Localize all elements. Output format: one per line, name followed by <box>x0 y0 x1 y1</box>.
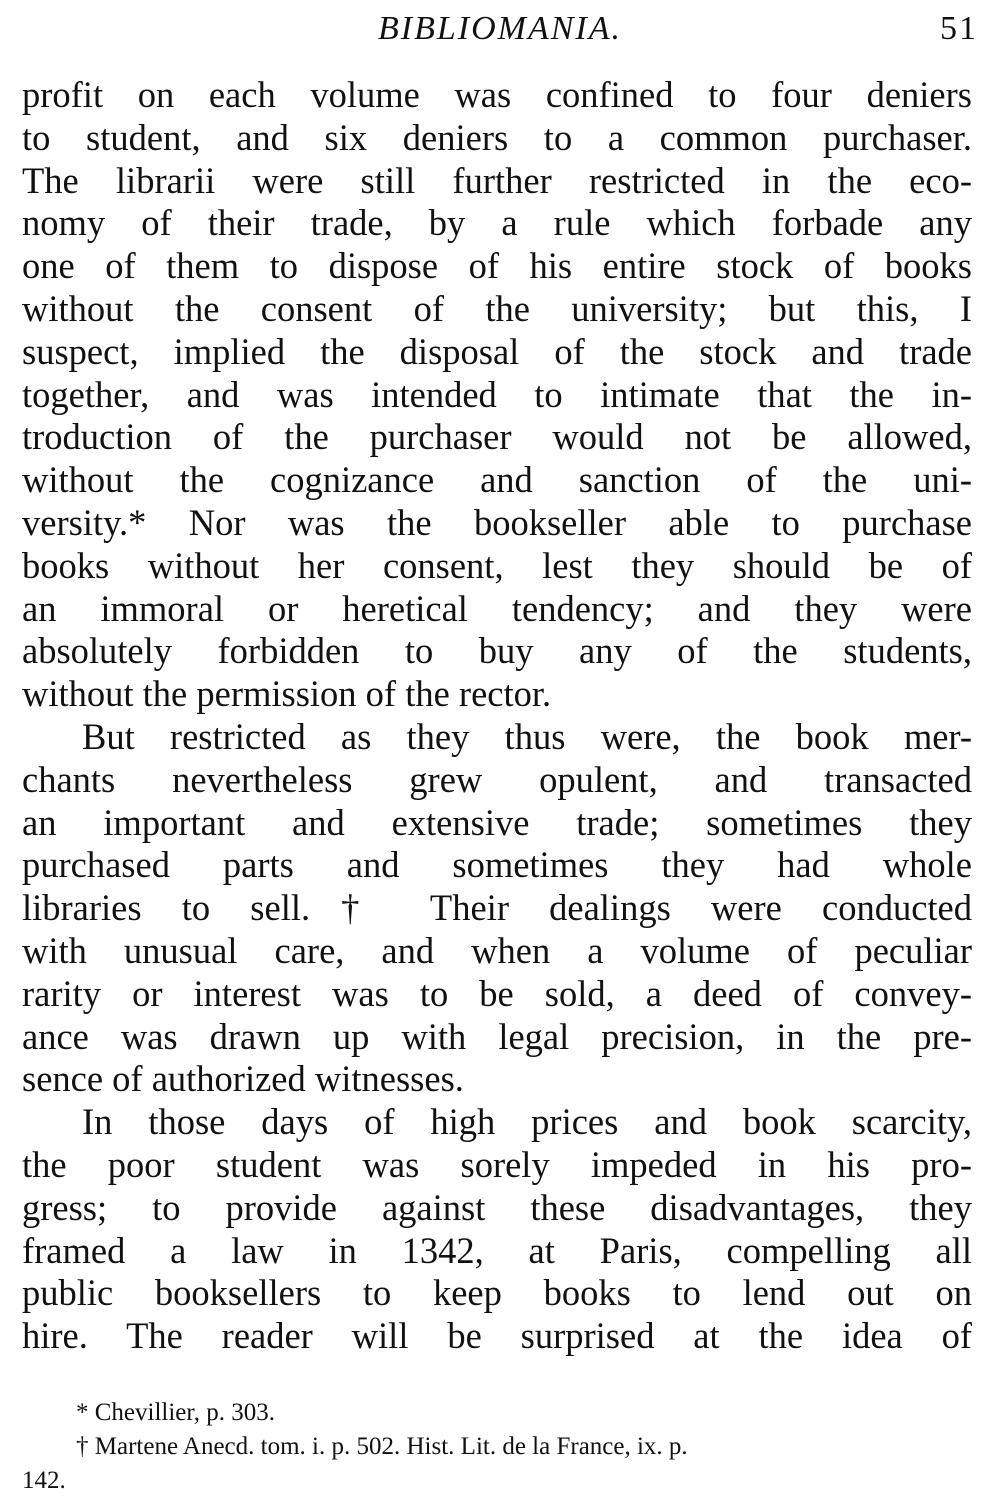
footnotes <box>22 1396 972 1498</box>
text-line: But restricted as they thus were, the book mer- <box>82 715 972 757</box>
page-header <box>0 6 1000 52</box>
text-line: one of them to dispose of his entire stock of books <box>22 245 972 287</box>
text-line: hire. The reader will be surprised at the idea of <box>22 1315 972 1357</box>
text-line: The librarii were still further restricted in the eco- <box>22 159 972 201</box>
body-text <box>22 74 972 1358</box>
footnote-2-continuation: 142. <box>22 1467 66 1494</box>
text-line: absolutely forbidden to buy any of the students, <box>22 630 972 672</box>
text-line: profit on each volume was confined to four deniers <box>22 74 972 115</box>
footnote-2: † Martene Anecd. tom. i. p. 502. Hist. Lit. de la France, ix. p. <box>76 1433 688 1460</box>
text-line: without the consent of the university; but this, I <box>22 287 972 329</box>
text-line: chants nevertheless grew opulent, and transacted <box>22 758 972 800</box>
text-line: rarity or interest was to be sold, a deed of convey- <box>22 972 972 1014</box>
text-line: suspect, implied the disposal of the stock and trade <box>22 330 972 372</box>
text-line: framed a law in 1342, at Paris, compelling all <box>22 1229 972 1271</box>
paragraph-3 <box>22 1101 972 1358</box>
text-line: versity.* Nor was the bookseller able to purchase <box>22 501 972 543</box>
text-line: with unusual care, and when a volume of peculiar <box>22 929 972 971</box>
text-line: In those days of high prices and book scarcity, <box>82 1101 972 1143</box>
text-line: gress; to provide against these disadvantages, they <box>22 1186 972 1228</box>
text-line: without the cognizance and sanction of the uni- <box>22 459 972 501</box>
text-line: an important and extensive trade; sometimes they <box>22 801 972 843</box>
paragraph-2 <box>22 716 972 1101</box>
text-line: purchased parts and sometimes they had whole <box>22 844 972 886</box>
text-line: books without her consent, lest they should be of <box>22 544 972 586</box>
text-line: troduction of the purchaser would not be allowed, <box>22 416 972 458</box>
text-line: sence of authorized witnesses. <box>22 1058 464 1100</box>
text-line: ance was drawn up with legal precision, in the pre- <box>22 1015 972 1057</box>
text-line: without the permission of the rector. <box>22 673 552 715</box>
footnote-1: * Chevillier, p. 303. <box>76 1399 275 1426</box>
text-line: together, and was intended to intimate that the in- <box>22 373 972 415</box>
text-line: the poor student was sorely impeded in his pro- <box>22 1143 972 1185</box>
running-title: BIBLIOMANIA. <box>377 10 622 47</box>
text-line: libraries to sell.† Their dealings were conducted <box>22 887 972 929</box>
text-line: an immoral or heretical tendency; and they were <box>22 587 972 629</box>
page-number: 51 <box>940 10 978 47</box>
text-line: to student, and six deniers to a common purchaser. <box>22 116 972 158</box>
text-line: public booksellers to keep books to lend out on <box>22 1272 972 1314</box>
text-line: nomy of their trade, by a rule which forbade any <box>22 202 972 244</box>
paragraph-1 <box>22 74 972 716</box>
